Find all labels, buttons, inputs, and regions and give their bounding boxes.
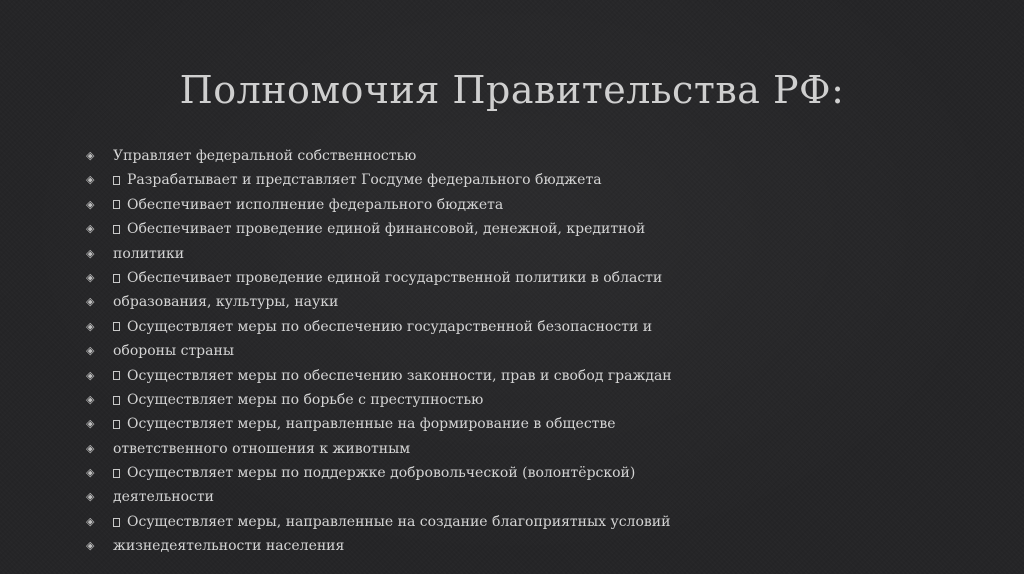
missing-glyph-box-icon <box>113 200 120 209</box>
list-item <box>86 290 966 314</box>
diamond-bullet-icon: ◈ <box>86 222 95 236</box>
missing-glyph-box-icon <box>113 225 120 234</box>
list-item <box>86 217 966 241</box>
diamond-bullet-icon: ◈ <box>86 490 95 504</box>
list-item-text: жизнедеятельности населения <box>113 538 345 555</box>
diamond-bullet-icon: ◈ <box>86 441 95 455</box>
list-item <box>86 388 966 412</box>
missing-glyph-box-icon <box>113 176 120 185</box>
diamond-bullet-icon: ◈ <box>86 417 95 431</box>
missing-glyph-box-icon <box>113 274 120 283</box>
list-item-text: Управляет федеральной собственностью <box>113 148 417 164</box>
list-item-text: Осуществляет меры по обеспечению законности, прав и свобод граждан <box>127 367 672 384</box>
list-item <box>86 534 966 558</box>
list-item <box>86 510 966 534</box>
list-item <box>86 144 966 168</box>
list-item <box>86 242 966 266</box>
list-item <box>86 339 966 363</box>
missing-glyph-box-icon <box>113 371 120 380</box>
list-item-text: Осуществляет меры, направленные на формирование в обществе <box>127 416 616 433</box>
list-item-text: Разрабатывает и представляет Госдуме федерального бюджета <box>127 172 602 189</box>
list-item-text: Осуществляет меры по поддержке добровольческой (волонтёрской) <box>127 465 636 482</box>
diamond-bullet-icon: ◈ <box>86 246 95 260</box>
list-item-text: Обеспечивает проведение единой государственной политики в области <box>127 269 663 286</box>
diamond-bullet-icon: ◈ <box>86 173 95 187</box>
list-item-text: деятельности <box>113 489 214 506</box>
list-item <box>86 193 966 217</box>
list-item-text: Осуществляет меры по борьбе с преступностью <box>127 391 484 408</box>
list-item <box>86 266 966 290</box>
list-item <box>86 461 966 485</box>
list-item-text: обороны страны <box>113 343 234 360</box>
list-item <box>86 315 966 339</box>
diamond-bullet-icon: ◈ <box>86 197 95 211</box>
diamond-bullet-icon: ◈ <box>86 149 95 162</box>
list-item <box>86 412 966 436</box>
list-item-text: образования, культуры, науки <box>113 294 339 311</box>
diamond-bullet-icon: ◈ <box>86 392 95 406</box>
diamond-bullet-icon: ◈ <box>86 319 95 333</box>
diamond-bullet-icon: ◈ <box>86 295 95 309</box>
diamond-bullet-icon: ◈ <box>86 270 95 284</box>
list-item <box>86 485 966 509</box>
list-item-text: Осуществляет меры, направленные на создание благоприятных условий <box>127 513 671 530</box>
list-item-text: Обеспечивает проведение единой финансовой, денежной, кредитной <box>127 221 646 238</box>
diamond-bullet-icon: ◈ <box>86 368 95 382</box>
diamond-bullet-icon: ◈ <box>86 466 95 480</box>
list-item <box>86 364 966 388</box>
list-item-text: Осуществляет меры по обеспечению государственной безопасности и <box>127 318 653 335</box>
list-item-text: ответственного отношения к животным <box>113 440 411 457</box>
missing-glyph-box-icon <box>113 322 120 331</box>
slide-title: Полномочия Правительства РФ: <box>179 68 845 112</box>
missing-glyph-box-icon <box>113 518 120 527</box>
diamond-bullet-icon: ◈ <box>86 344 95 358</box>
list-item <box>86 168 966 192</box>
missing-glyph-box-icon <box>113 469 120 478</box>
list-item <box>86 437 966 461</box>
missing-glyph-box-icon <box>113 396 120 405</box>
list-item-text: Обеспечивает исполнение федерального бюджета <box>127 196 504 213</box>
diamond-bullet-icon: ◈ <box>86 539 95 553</box>
list-item-text: политики <box>113 245 185 262</box>
missing-glyph-box-icon <box>113 420 120 429</box>
diamond-bullet-icon: ◈ <box>86 514 95 528</box>
bullet-list <box>86 144 966 559</box>
